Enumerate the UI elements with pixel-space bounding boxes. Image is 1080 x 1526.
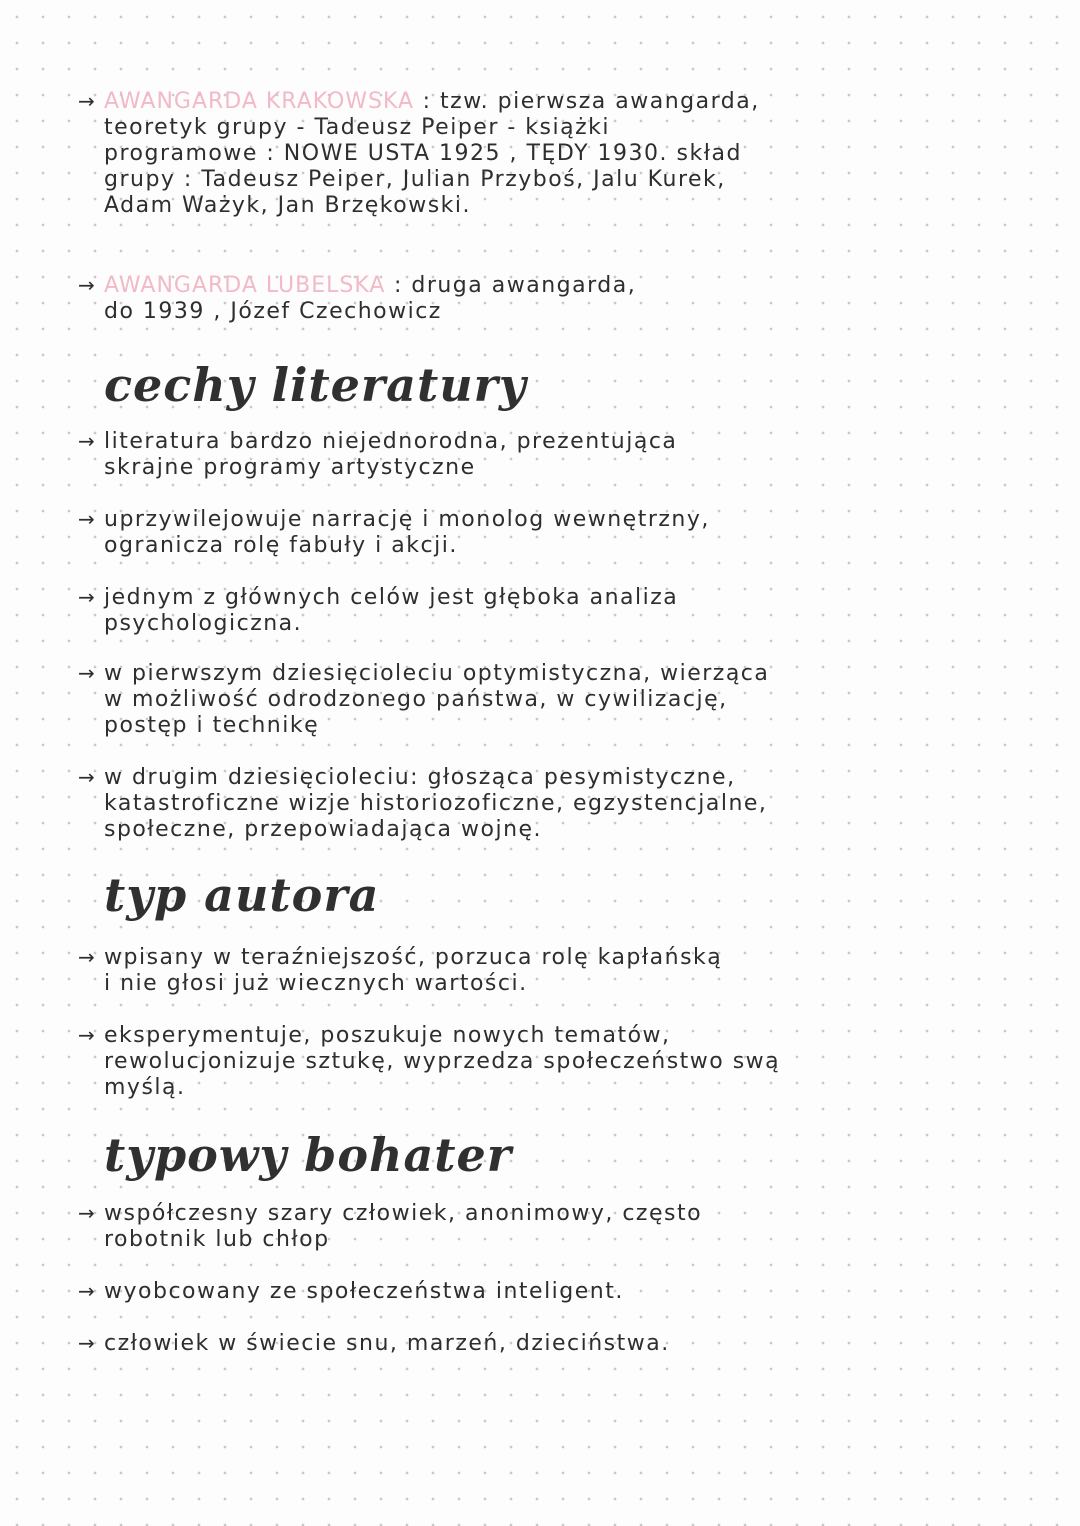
note-line (78, 88, 958, 115)
note-text: w drugim dziesięcioleciu: głosząca pesymistyczne, (104, 765, 736, 790)
section-heading-typ-autora: typ autora (104, 868, 380, 922)
section-heading-typowy-bohater: typowy bohater (104, 1128, 513, 1182)
note-text: rewolucjonizuje sztukę, wyprzedza społeczeństwo swą (104, 1049, 781, 1074)
note-text: ogranicza rolę fabuły i akcji. (104, 533, 458, 558)
list-item (78, 428, 958, 481)
arrow-icon: → (78, 507, 97, 531)
arrow-icon: → (78, 89, 97, 113)
note-text: teoretyk grupy - Tadeusz Peiper - książki (104, 115, 610, 140)
list-item (78, 764, 958, 843)
note-text: do 1939 , Józef Czechowicz (104, 299, 442, 324)
term-highlight: AWANGARDA KRAKOWSKA (104, 89, 415, 114)
note-text: myślą. (104, 1075, 186, 1100)
note-awangarda-krakowska (78, 88, 958, 219)
arrow-icon: → (78, 429, 97, 453)
note-line (78, 272, 958, 299)
note-text: skrajne programy artystyczne (104, 455, 476, 480)
arrow-icon: → (78, 585, 97, 609)
note-text: jednym z głównych celów jest głęboka analiza (104, 585, 679, 610)
note-line (78, 944, 958, 971)
note-text: : tzw. pierwsza awangarda, (422, 89, 760, 114)
note-line (78, 660, 958, 687)
note-text: współczesny szary człowiek, anonimowy, często (104, 1201, 703, 1226)
arrow-icon: → (78, 1279, 97, 1303)
note-text: w możliwość odrodzonego państwa, w cywilizację, (104, 687, 728, 712)
note-line (78, 506, 958, 533)
note-text: i nie głosi już wiecznych wartości. (104, 971, 528, 996)
note-text: programowe : NOWE USTA 1925 , TĘDY 1930. skład (104, 141, 742, 166)
note-text: : druga awangarda, (393, 273, 637, 298)
note-text: człowiek w świecie snu, marzeń, dzieciństwa. (104, 1331, 670, 1356)
note-text: grupy : Tadeusz Peiper, Julian Przyboś, Jalu Kurek, (104, 167, 726, 192)
note-text: społeczne, przepowiadająca wojnę. (104, 817, 543, 842)
note-text: Adam Ważyk, Jan Brzękowski. (104, 193, 471, 218)
note-text: postęp i technikę (104, 713, 320, 738)
term-highlight: AWANGARDA LUBELSKA (104, 273, 386, 298)
list-item (78, 1278, 958, 1305)
list-item (78, 944, 958, 997)
list-item (78, 1200, 958, 1253)
section-heading-cechy: cechy literatury (104, 358, 527, 412)
note-awangarda-lubelska (78, 272, 958, 325)
arrow-icon: → (78, 273, 97, 297)
note-line (78, 428, 958, 455)
note-text: wyobcowany ze społeczeństwa inteligent. (104, 1279, 624, 1304)
note-text: psychologiczna. (104, 611, 303, 636)
arrow-icon: → (78, 1331, 97, 1355)
note-line (78, 1278, 958, 1305)
arrow-icon: → (78, 945, 97, 969)
note-line (78, 1200, 958, 1227)
arrow-icon: → (78, 1201, 97, 1225)
note-text: uprzywilejowuje narrację i monolog wewnętrzny, (104, 507, 710, 532)
note-text: literatura bardzo niejednorodna, prezentująca (104, 429, 678, 454)
list-item (78, 506, 958, 559)
note-line (78, 584, 958, 611)
list-item (78, 584, 958, 637)
note-text: w pierwszym dziesięcioleciu optymistyczna, wierząca (104, 661, 770, 686)
note-text: robotnik lub chłop (104, 1227, 330, 1252)
arrow-icon: → (78, 1023, 97, 1047)
arrow-icon: → (78, 765, 97, 789)
note-text: katastroficzne wizje historiozoficzne, egzystencjalne, (104, 791, 768, 816)
note-line (78, 764, 958, 791)
list-item (78, 660, 958, 739)
note-line (78, 1022, 958, 1049)
note-text: wpisany w teraźniejszość, porzuca rolę kapłańską (104, 945, 723, 970)
list-item (78, 1022, 958, 1101)
note-line (78, 1330, 958, 1357)
list-item (78, 1330, 958, 1357)
note-text: eksperymentuje, poszukuje nowych tematów, (104, 1023, 671, 1048)
arrow-icon: → (78, 661, 97, 685)
